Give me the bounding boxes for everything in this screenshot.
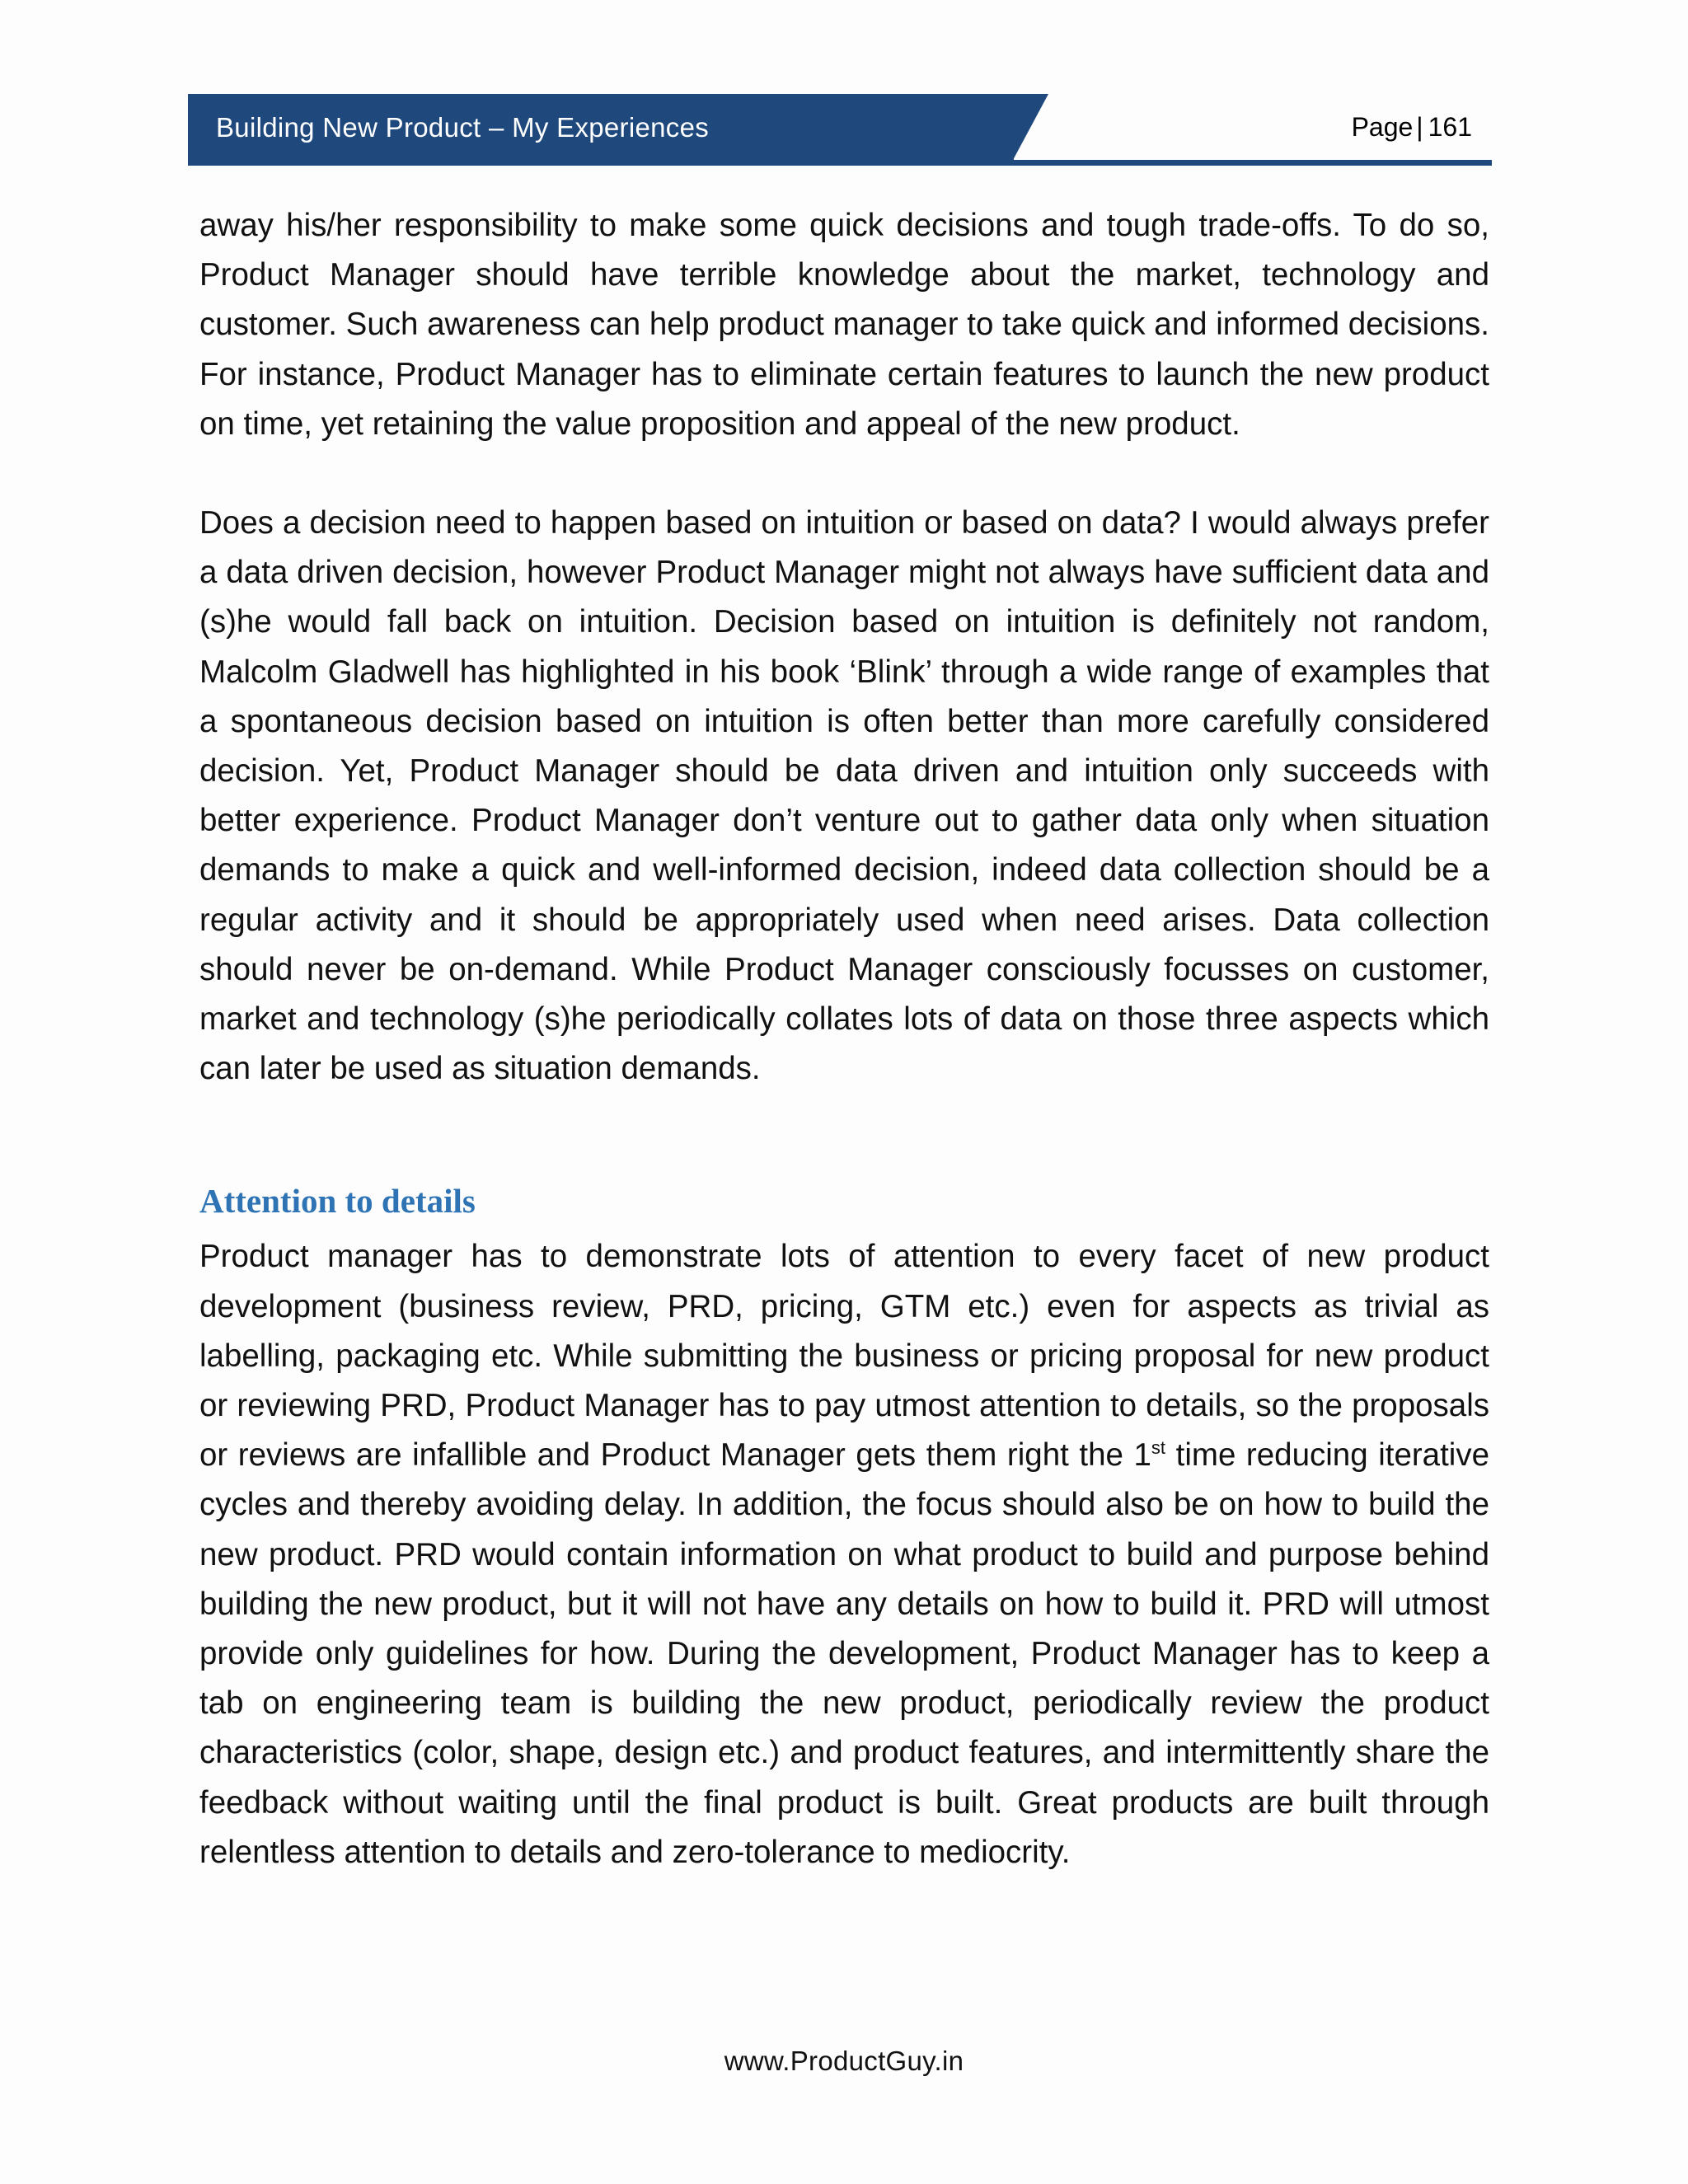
page-label: Page [1351,112,1414,142]
header-banner-slant [1012,94,1048,162]
page-content [199,201,1489,1877]
ordinal-superscript: st [1151,1437,1166,1459]
paragraph-attention-to-details [199,1232,1489,1877]
paragraph-trade-offs: away his/her responsibility to make some quick decisions and tough trade-offs. To do so, Product Manager should have terrible knowledge about the market, technology and customer. Such awareness can help product manager to take quick and informed decisions. For instance, Product Manager has to eliminate certain features to launch the new product on time, yet retaining the value proposition and appeal of the new product. [199,208,1489,442]
paragraph-intuition-vs-data: Does a decision need to happen based on intuition or based on data? I would always prefer a data driven decision, however Product Manager might not always have sufficient data and (s)he would fall back on intuition. Decision based on intuition is definitely not random, Malcolm Gladwell has highlighted in his book ‘Blink’ through a wide range of examples that a spontaneous decision based on intuition is often better than more carefully considered decision. Yet, Product Manager should be data driven and intuition only succeeds with better experience. Product Manager don’t venture out to gather data only when situation demands to make a quick and well-informed decision, indeed data collection should be a regular activity and it should be appropriately used when need arises. Data collection should never be on-demand. While Product Manager consciously focusses on customer, market and technology (s)he periodically collates lots of data on those three aspects which can later be used as situation demands. [199,505,1489,1087]
page-number-label [1352,112,1472,143]
paragraph-text-part-2: time reducing iterative cycles and thereby avoiding delay. In addition, the focus should also be on how to build the new product. PRD would contain information on what product to build and purpose behind building the new product, but it will not have any details on how to build it. PRD will utmost provide only guidelines for how. During the development, Product Manager has to keep a tab on engineering team is building the new product, periodically review the product characteristics (color, shape, design etc.) and product features, and intermittently share the feedback without waiting until the final product is built. Great products are built through relentless attention to details and zero-tolerance to mediocrity. [199,1437,1490,1870]
page-header [188,94,1492,166]
header-rule [188,160,1492,166]
page-footer-url: www.ProductGuy.in [724,2046,964,2076]
page-number: 161 [1428,112,1472,142]
paragraph-text-part-1: Product manager has to demonstrate lots of attention to every facet of new product development (business review, PRD, pricing, GTM etc.) even for aspects as trivial as labelling, packaging etc. While submitting the business or pricing proposal for new product or reviewing PRD, Product Manager has to pay utmost attention to details, so the proposals or reviews are infallible and Product Manager gets them right the 1 [199,1239,1489,1474]
book-title: Building New Product – My Experiences [216,112,710,143]
section-heading: Attention to details [199,1182,476,1221]
page-separator: | [1416,112,1423,142]
